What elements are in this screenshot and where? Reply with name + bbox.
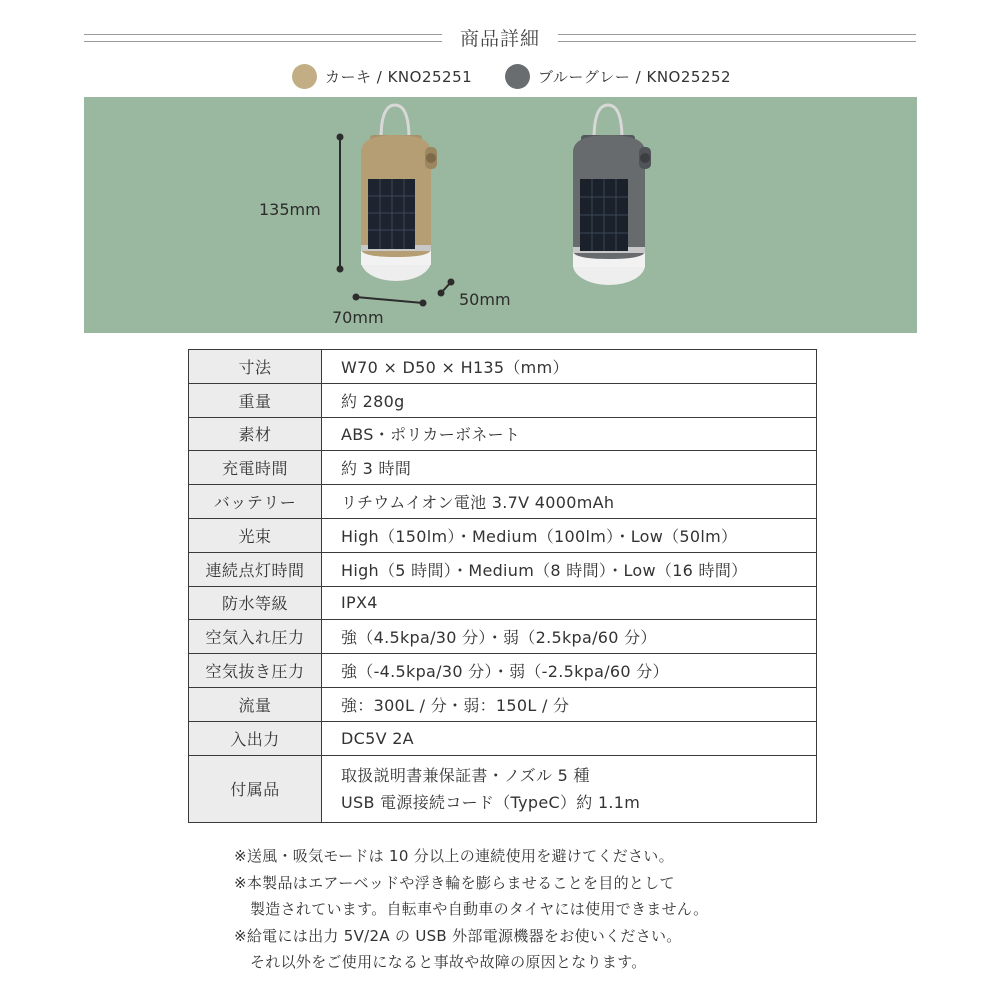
spec-row <box>189 586 817 620</box>
spec-value: 強（4.5kpa/30 分）・弱（2.5kpa/60 分） <box>322 620 817 654</box>
title-rule-left <box>84 34 442 42</box>
note-line: 製造されています。自転車や自動車のタイヤには使用できません。 <box>250 900 709 919</box>
spec-row <box>189 654 817 688</box>
spec-row <box>189 518 817 552</box>
spec-value: High（5 時間）・Medium（8 時間）・Low（16 時間） <box>322 552 817 586</box>
section-header <box>84 20 916 56</box>
accessory-line: 取扱説明書兼保証書・ノズル 5 種 <box>341 765 590 785</box>
note-line: ※本製品はエアーベッドや浮き輪を膨らませることを目的として <box>234 873 675 892</box>
spec-value: W70 × D50 × H135（mm） <box>322 350 817 384</box>
bluegray-color-dot <box>505 64 530 89</box>
spec-row <box>189 755 817 822</box>
product-photo <box>84 97 917 333</box>
spec-value: ABS・ポリカーボネート <box>322 417 817 451</box>
spec-value: High（150lm）・Medium（100lm）・Low（50lm） <box>322 518 817 552</box>
notes <box>234 843 794 976</box>
note-line: それ以外をご使用になると事故や故障の原因となります。 <box>250 953 647 972</box>
spec-table <box>188 349 817 823</box>
accessory-line: USB 電源接続コード（TypeC）約 1.1m <box>341 792 641 812</box>
spec-label: 光束 <box>189 518 322 552</box>
spec-value: 約 3 時間 <box>322 451 817 485</box>
note-line: ※送風・吸気モードは 10 分以上の連続使用を避けてください。 <box>234 847 674 865</box>
spec-row <box>189 485 817 519</box>
spec-value: 強：300L / 分・弱：150L / 分 <box>322 687 817 721</box>
spec-label: 防水等級 <box>189 586 322 620</box>
spec-label: バッテリー <box>189 485 322 519</box>
spec-value: DC5V 2A <box>322 721 817 755</box>
spec-row <box>189 350 817 384</box>
spec-row <box>189 687 817 721</box>
spec-label: 寸法 <box>189 350 322 384</box>
spec-label: 流量 <box>189 687 322 721</box>
variant-khaki-label: カーキ / KNO25251 <box>325 67 473 86</box>
spec-value: 強（-4.5kpa/30 分）・弱（-2.5kpa/60 分） <box>322 654 817 688</box>
spec-value: リチウムイオン電池 3.7V 4000mAh <box>322 485 817 519</box>
height-dimension: 135mm <box>259 200 321 219</box>
spec-label: 入出力 <box>189 721 322 755</box>
lantern-khaki <box>361 105 437 281</box>
variant-bluegray <box>505 62 731 90</box>
spec-row <box>189 620 817 654</box>
spec-row <box>189 417 817 451</box>
spec-row <box>189 721 817 755</box>
spec-value: IPX4 <box>322 586 817 620</box>
section-title: 商品詳細 <box>459 28 540 50</box>
lantern-bluegray <box>573 105 651 285</box>
spec-label: 充電時間 <box>189 451 322 485</box>
spec-label: 空気入れ圧力 <box>189 620 322 654</box>
variant-khaki <box>292 62 472 90</box>
title-rule-right <box>558 34 916 42</box>
spec-row <box>189 552 817 586</box>
width-dimension: 70mm <box>332 308 384 327</box>
color-variants <box>0 62 1000 90</box>
depth-dimension: 50mm <box>459 290 511 309</box>
spec-value <box>322 755 817 822</box>
note-line: ※給電には出力 5V/2A の USB 外部電源機器をお使いください。 <box>234 926 682 945</box>
spec-label: 空気抜き圧力 <box>189 654 322 688</box>
spec-label: 素材 <box>189 417 322 451</box>
variant-bluegray-label: ブルーグレー / KNO25252 <box>538 67 732 86</box>
spec-row <box>189 451 817 485</box>
spec-value: 約 280g <box>322 383 817 417</box>
khaki-color-dot <box>292 64 317 89</box>
spec-label: 付属品 <box>189 755 322 822</box>
spec-row <box>189 383 817 417</box>
spec-label: 重量 <box>189 383 322 417</box>
spec-label: 連続点灯時間 <box>189 552 322 586</box>
